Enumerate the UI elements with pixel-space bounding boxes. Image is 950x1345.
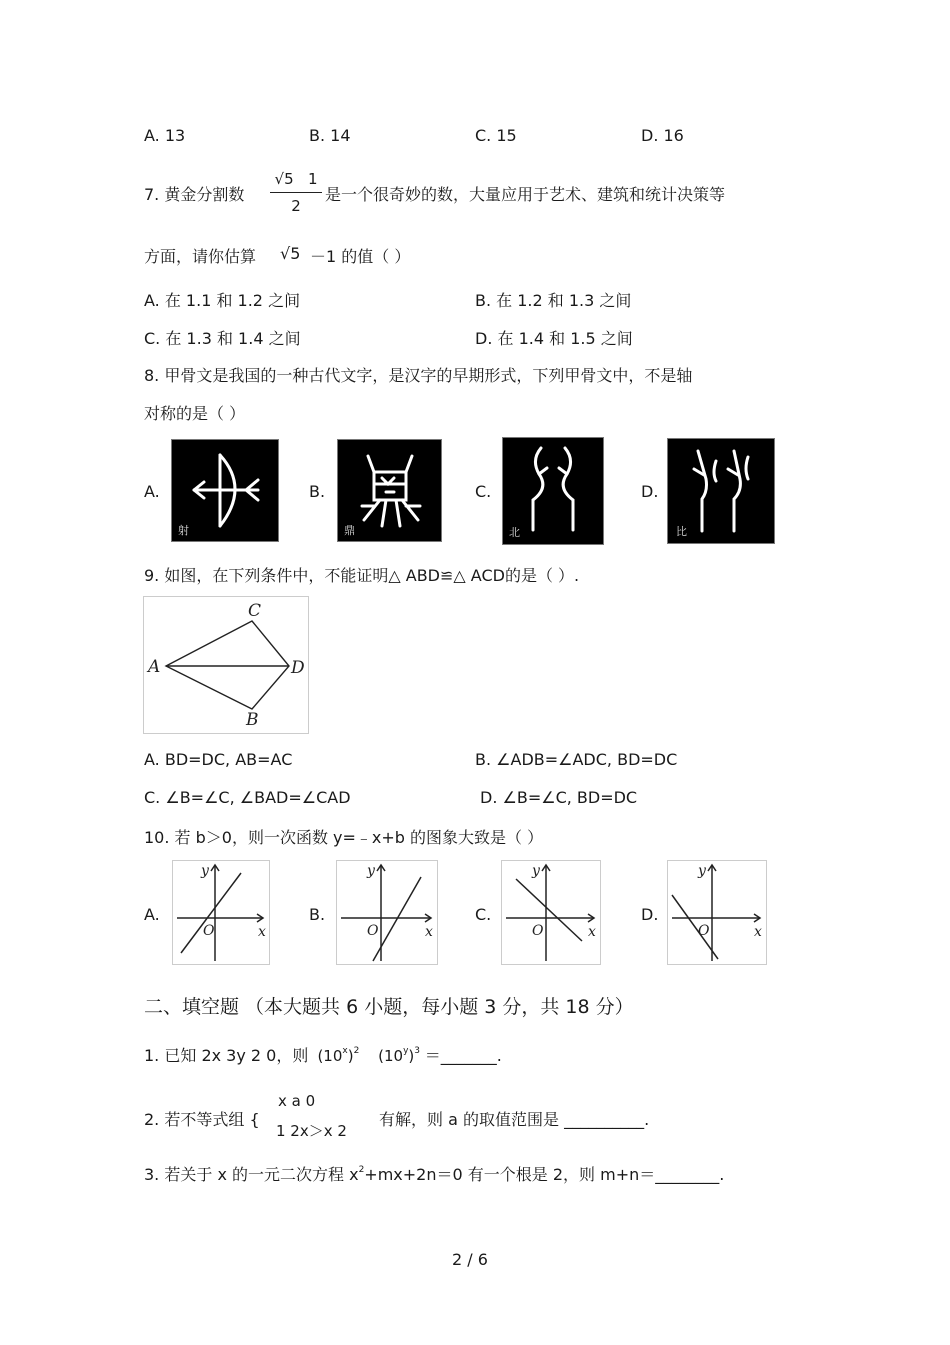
q10-letter-c: C. [475, 905, 492, 924]
fill-q3-prefix: 3. 若关于 x 的一元二次方程 x [144, 1165, 359, 1184]
q10-letter-a: A. [144, 905, 160, 924]
q7-option-b: B. 在 1.2 和 1.3 之间 [475, 291, 632, 310]
fill-q1-exp2: y [403, 1046, 409, 1056]
q9-option-b: B. ∠ADB=∠ADC, BD=DC [475, 750, 678, 769]
q8-letter-d: D. [641, 482, 659, 501]
oracle-bei-image [502, 437, 604, 545]
q10-stem: 10. 若 b＞0，则一次函数 y=﹣x+b 的图象大致是（ ） [144, 828, 544, 847]
q7-frac-rest: 1 [307, 170, 318, 188]
q9-option-a: A. BD=DC, AB=AC [144, 750, 293, 769]
q9-label-b: B [246, 710, 259, 730]
fill-q3 [144, 1162, 724, 1185]
fill-q2-row1: x a 0 [278, 1092, 316, 1110]
q8-letter-a: A. [144, 482, 160, 501]
q10-graph-a [172, 860, 270, 965]
oracle-ding-image [337, 439, 442, 542]
fill-q1-pow2: 3 [414, 1046, 420, 1056]
oracle-shoot-image [171, 439, 279, 542]
q7-option-d: D. 在 1.4 和 1.5 之间 [475, 329, 633, 348]
fill-q3-exp: 2 [358, 1165, 365, 1175]
fill-q1 [144, 1043, 502, 1066]
q7-frac-den: 2 [291, 197, 301, 215]
q10c-y: y [532, 863, 540, 879]
q9-stem: 9. 如图，在下列条件中，不能证明△ ABD≌△ ACD的是（ ）. [144, 566, 580, 585]
q10a-o: O [203, 923, 215, 939]
q9-label-a: A [148, 657, 161, 677]
q9-option-c: C. ∠B=∠C, ∠BAD=∠CAD [144, 788, 351, 807]
fill-q1-suffix: ＝_______. [424, 1046, 502, 1065]
q9-quadrilateral [144, 597, 308, 733]
q10d-y: y [698, 863, 706, 879]
fill-q1-exp1: x [342, 1046, 348, 1056]
q10-letter-b: B. [309, 905, 326, 924]
q10-graph-c [501, 860, 601, 965]
q10d-x: x [754, 924, 762, 940]
q7-prefix: 7. 黄金分割数 [144, 185, 245, 204]
fill-q1-close2: ) [408, 1047, 415, 1065]
q6-option-b: B. 14 [309, 126, 351, 145]
q10-graph-b [336, 860, 438, 965]
q10b-x: x [425, 924, 433, 940]
q6-option-a: A. 13 [144, 126, 186, 145]
oracle-bi-image [667, 438, 775, 544]
caption-shoot: 射 [178, 524, 189, 537]
oracle-bi-icon [668, 439, 774, 543]
fill-q1-close1: ) [347, 1047, 354, 1065]
fill-q2-prefix: 2. 若不等式组 { [144, 1110, 260, 1129]
q10-letter-d: D. [641, 905, 659, 924]
page-number: 2 / 6 [452, 1250, 488, 1269]
q8-letter-b: B. [309, 482, 326, 501]
fill-q1-prefix: 1. 已知 2x 3y 2 0，则 [144, 1046, 309, 1065]
fill-q1-pow1: 2 [353, 1046, 360, 1056]
caption-bei: 北 [509, 526, 520, 539]
fill-q1-base2: (10 [378, 1047, 404, 1065]
oracle-shoot-icon [172, 440, 278, 541]
q10c-x: x [588, 924, 596, 940]
q10b-o: O [367, 923, 379, 939]
caption-bi: 比 [676, 525, 687, 538]
fill-q2-row2: 1 2x＞x 2 [276, 1122, 347, 1140]
q10d-o: O [698, 923, 710, 939]
q9-label-d: D [291, 658, 305, 678]
q9-figure [143, 596, 309, 734]
q7-line2-suffix: －1 的值（ ） [310, 247, 411, 266]
fill-q1-base1: (10 [317, 1047, 343, 1065]
q8-line2: 对称的是（ ） [144, 404, 246, 423]
caption-ding: 鼎 [344, 524, 355, 537]
q8-letter-c: C. [475, 482, 492, 501]
q10-graph-d [667, 860, 767, 965]
section2-heading: 二、填空题 （本大题共 6 小题，每小题 3 分，共 18 分） [144, 996, 634, 1018]
fill-q2-suffix: 有解，则 a 的取值范围是 __________. [379, 1110, 650, 1129]
q10c-o: O [532, 923, 544, 939]
q6-option-c: C. 15 [475, 126, 517, 145]
q10a-y: y [201, 863, 209, 879]
q9-option-d: D. ∠B=∠C, BD=DC [480, 788, 638, 807]
q7-option-a: A. 在 1.1 和 1.2 之间 [144, 291, 301, 310]
q7-line2-prefix: 方面，请你估算 [144, 247, 257, 266]
q9-label-c: C [248, 601, 262, 621]
q7-frac-root: √5 [274, 170, 294, 188]
oracle-bei-icon [503, 438, 603, 544]
oracle-ding-icon [338, 440, 441, 541]
q10a-x: x [258, 924, 266, 940]
q7-line2-root: √5 [280, 244, 301, 263]
q6-option-d: D. 16 [641, 126, 684, 145]
q7-fraction [270, 170, 322, 215]
q10b-y: y [367, 863, 375, 879]
fill-q3-suffix: +mx+2n＝0 有一个根是 2，则 m+n＝________. [364, 1165, 725, 1184]
q7-suffix: 是一个很奇妙的数，大量应用于艺术、建筑和统计决策等 [325, 185, 726, 204]
q7-option-c: C. 在 1.3 和 1.4 之间 [144, 329, 301, 348]
q8-line1: 8. 甲骨文是我国的一种古代文字，是汉字的早期形式，下列甲骨文中，不是轴 [144, 366, 693, 385]
